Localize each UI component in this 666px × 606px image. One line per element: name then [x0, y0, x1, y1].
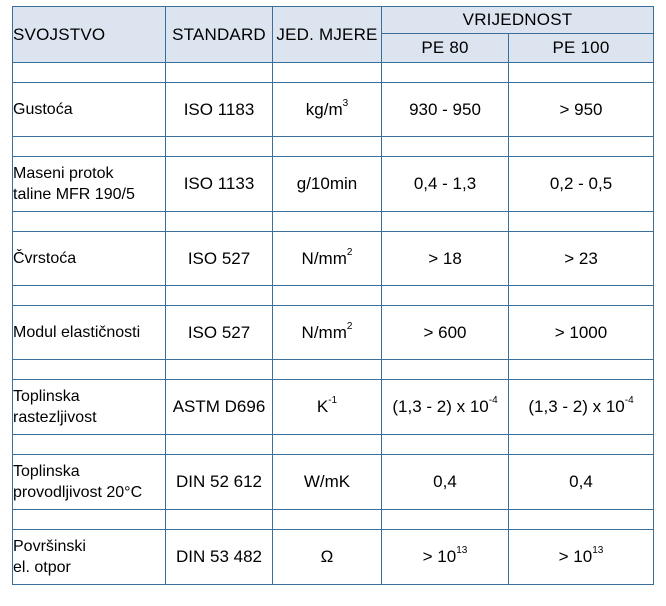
property-name-line: el. otpor: [13, 559, 71, 576]
standard-cell: DIN 53 482: [166, 530, 273, 585]
unit-exponent: -1: [328, 395, 338, 406]
unit-cell: [273, 455, 382, 510]
pe80-value: > 18: [428, 248, 462, 268]
pe100-cell: [509, 455, 654, 510]
header-svojstvo: SVOJSTVO: [13, 7, 166, 63]
property-name: [13, 530, 166, 585]
header-vrijednost: VRIJEDNOST: [382, 7, 654, 34]
spacer-cell: [382, 435, 509, 455]
pe100-value: 0,2 - 0,5: [549, 174, 613, 193]
pe100-value: > 950: [559, 99, 603, 119]
spacer-cell: [382, 137, 509, 157]
spacer-row: [13, 360, 654, 380]
spacer-cell: [273, 286, 382, 306]
spacer-cell: [166, 435, 273, 455]
spacer-cell: [13, 63, 166, 83]
property-name: [13, 232, 166, 286]
spacer-cell: [273, 510, 382, 530]
spacer-cell: [166, 286, 273, 306]
property-name: [13, 157, 166, 212]
property-name-line: Gustoća: [13, 101, 73, 118]
spacer-cell: [382, 510, 509, 530]
pe80-value: > 10: [422, 547, 457, 566]
pe100-cell: [509, 530, 654, 585]
unit-exponent: 3: [342, 97, 349, 109]
unit-value: g/10min: [296, 174, 358, 193]
properties-table: [12, 6, 654, 585]
unit-cell: [273, 232, 382, 286]
unit-value: K: [316, 397, 329, 416]
spacer-row: [13, 63, 654, 83]
spacer-cell: [13, 435, 166, 455]
spacer-cell: [13, 360, 166, 380]
spacer-row: [13, 137, 654, 157]
header-jed-mjere: JED. MJERE: [273, 7, 382, 63]
pe80-cell: [382, 530, 509, 585]
standard-cell: ASTM D696: [166, 380, 273, 435]
spacer-row: [13, 435, 654, 455]
standard-cell: ISO 1183: [166, 83, 273, 137]
pe100-cell: [509, 83, 654, 137]
pe80-value: > 600: [423, 322, 467, 342]
unit-exponent: 2: [346, 246, 353, 258]
unit-value: Ω: [320, 547, 334, 566]
spacer-cell: [166, 137, 273, 157]
pe100-value: > 1000: [554, 322, 608, 342]
pe80-exponent: -4: [488, 395, 498, 406]
pe80-cell: [382, 83, 509, 137]
spacer-cell: [13, 212, 166, 232]
pe80-value: 0,4 - 1,3: [413, 174, 477, 193]
unit-exponent: 2: [346, 320, 353, 332]
standard-cell: ISO 1133: [166, 157, 273, 212]
spacer-cell: [509, 286, 654, 306]
table-row: [13, 232, 654, 286]
property-name-line: Površinski: [13, 538, 86, 555]
spacer-cell: [166, 360, 273, 380]
pe80-value: (1,3 - 2) x 10: [392, 397, 489, 416]
property-name-line: taline MFR 190/5: [13, 186, 135, 203]
pe100-value: 0,4: [569, 472, 593, 491]
table-row: [13, 83, 654, 137]
table-body: [13, 63, 654, 585]
pe100-exponent: -4: [624, 395, 634, 406]
pe100-cell: [509, 380, 654, 435]
pe80-cell: [382, 455, 509, 510]
pe100-exponent: 13: [592, 545, 604, 556]
property-name: [13, 380, 166, 435]
standard-cell: ISO 527: [166, 306, 273, 360]
standard-cell: ISO 527: [166, 232, 273, 286]
property-name: [13, 455, 166, 510]
unit-cell: [273, 530, 382, 585]
property-name-line: Toplinska: [13, 463, 80, 480]
spacer-cell: [273, 212, 382, 232]
spacer-cell: [382, 212, 509, 232]
header-pe100: PE 100: [509, 34, 654, 63]
pe80-value: 930 - 950: [409, 99, 481, 119]
pe100-cell: [509, 157, 654, 212]
header-pe80: PE 80: [382, 34, 509, 63]
property-name-line: Maseni protok: [13, 165, 114, 182]
property-name: [13, 306, 166, 360]
property-name-line: rastezljivost: [13, 409, 97, 426]
spacer-row: [13, 510, 654, 530]
spacer-cell: [509, 63, 654, 83]
property-name-line: Toplinska: [13, 388, 80, 405]
spacer-cell: [273, 63, 382, 83]
spacer-cell: [273, 435, 382, 455]
spacer-cell: [509, 137, 654, 157]
spacer-cell: [509, 435, 654, 455]
pe80-cell: [382, 306, 509, 360]
pe80-value: 0,4: [433, 472, 457, 491]
pe80-cell: [382, 232, 509, 286]
spacer-cell: [509, 360, 654, 380]
spacer-cell: [166, 63, 273, 83]
spacer-cell: [382, 360, 509, 380]
spacer-cell: [382, 286, 509, 306]
pe100-value: (1,3 - 2) x 10: [528, 397, 625, 416]
table-row: [13, 380, 654, 435]
spacer-row: [13, 286, 654, 306]
unit-cell: [273, 380, 382, 435]
spacer-cell: [166, 510, 273, 530]
pe80-exponent: 13: [456, 545, 468, 556]
table-row: [13, 306, 654, 360]
properties-table-frame: [12, 6, 653, 599]
unit-cell: [273, 157, 382, 212]
pe80-cell: [382, 380, 509, 435]
unit-value: kg/m: [305, 99, 343, 119]
unit-value: N/mm: [301, 322, 347, 342]
header-standard: STANDARD: [166, 7, 273, 63]
spacer-cell: [13, 286, 166, 306]
table-row: [13, 455, 654, 510]
pe100-cell: [509, 232, 654, 286]
property-name-line: provodljivost 20°C: [13, 484, 143, 501]
pe100-cell: [509, 306, 654, 360]
spacer-cell: [273, 360, 382, 380]
spacer-row: [13, 212, 654, 232]
spacer-cell: [13, 510, 166, 530]
spacer-cell: [273, 137, 382, 157]
spacer-cell: [509, 212, 654, 232]
table-row: [13, 530, 654, 585]
property-name: [13, 83, 166, 137]
unit-cell: [273, 83, 382, 137]
unit-value: N/mm: [301, 248, 347, 268]
spacer-cell: [382, 63, 509, 83]
spacer-cell: [13, 137, 166, 157]
spacer-cell: [166, 212, 273, 232]
property-name-line: Modul elastičnosti: [13, 324, 141, 341]
unit-cell: [273, 306, 382, 360]
unit-value: W/mK: [303, 472, 351, 491]
table-row: [13, 157, 654, 212]
property-name-line: Čvrstoća: [13, 250, 77, 267]
pe80-cell: [382, 157, 509, 212]
standard-cell: DIN 52 612: [166, 455, 273, 510]
pe100-value: > 23: [564, 248, 598, 268]
pe100-value: > 10: [558, 547, 593, 566]
spacer-cell: [509, 510, 654, 530]
